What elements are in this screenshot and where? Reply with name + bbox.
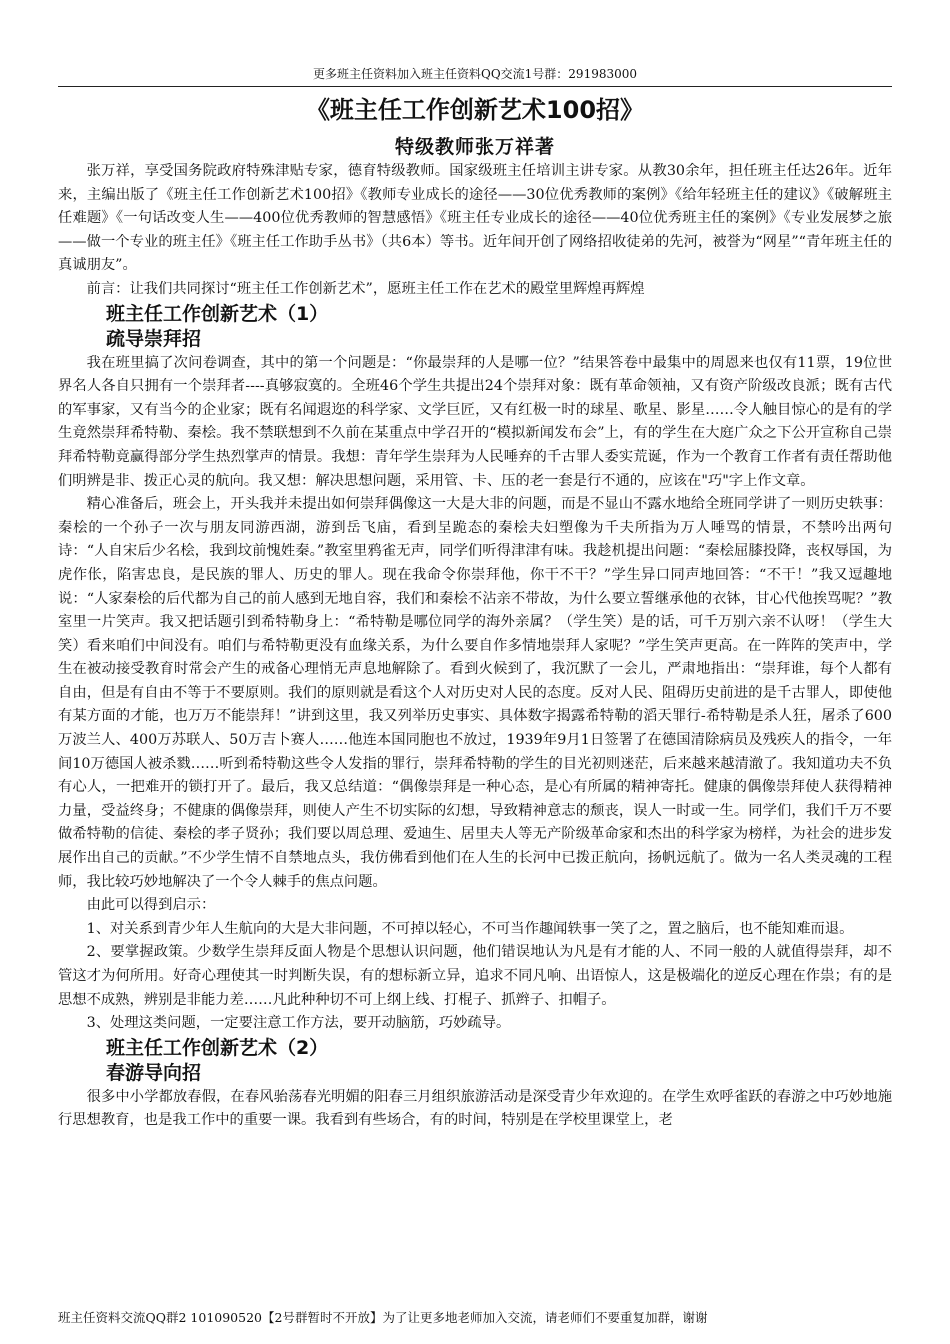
footer-note: 班主任资料交流QQ群2 101090520【2号群暂时不开放】为了让更多地老师加入交流，请老师们不要重复加群，谢谢 (58, 1310, 708, 1325)
section-1-subheading: 疏导崇拜招 (106, 327, 202, 350)
section-1-paragraph: 精心准备后，班会上，开头我并未提出如何崇拜偶像这一大是大非的问题，而是不显山不露水地给全班同学讲了一则历史轶事：秦桧的一个孙子一次与朋友同游西湖，游到岳飞庙，看到呈跪态的秦桧夫妇塑像为千夫所指为万人唾骂的情景，不禁吟出两句诗：“人自宋后少名桧，我到坟前愧姓秦。”教室里鸦雀无声，同学们听得津津有味。我趁机提出问题：“秦桧屈膝投降，丧权辱国，为虎作伥，陷害忠良，是民族的罪人、历史的罪人。现在我命令你崇拜他，你干不干？”学生异口同声地回答：“不干！”我又逗趣地说：“人家秦桧的后代都为自己的前人感到无地自容，我们和秦桧不沾亲不带故，为什么要立誓继承他的衣钵，甘心代他挨骂呢？”教室里一片笑声。我又把话题引到希特勒身上：“希特勒是哪位同学的海外亲属？（学生笑）是的话，可千万别六亲不认呀！（学生大笑）看来咱们中间没有。咱们与希特勒更没有血缘关系，为什么要自作多情地崇拜人家呢？”学生笑声更高。在一阵阵的笑声中，学生在被动接受教育时常会产生的戒备心理悄无声息地解除了。看到火候到了，我沉默了一会儿，严肃地指出：“崇拜谁，每个人都有自由，但是有自由不等于不要原则。我们的原则就是看这个人对历史对人民的态度。反对人民、阻碍历史前进的是千古罪人，即使他有某方面的才能，也万万不能崇拜！”讲到这里，我又列举历史事实、具体数字揭露希特勒的滔天罪行-希特勒是杀人狂，屠杀了600万波兰人、400万苏联人、50万吉卜赛人……他连本国同胞也不放过，1939年9月1日签署了在德国清除病员及残疾人的指令，一年间10万德国人被杀戮……听到希特勒这些令人发指的罪行，崇拜希特勒的学生的目光初则迷茫，后来越来越清澈了。我知道功夫不负有心人，一把难开的锁打开了。最后，我又总结道：“偶像崇拜是一种心态，是心有所属的精神寄托。健康的偶像崇拜使人获得精神力量，受益终身；不健康的偶像崇拜，则使人产生不切实际的幻想，导致精神意志的颓丧，误人一时或一生。同学们，我们千万不要做希特勒的信徒、秦桧的孝子贤孙；我们要以周总理、爱迪生、居里夫人等无产阶级革命家和杰出的科学家为榜样，为社会的进步发展作出自己的贡献。”不少学生情不自禁地点头，我仿佛看到他们在人生的长河中已拨正航向，扬帆远航了。做为一名人类灵魂的工程师，我比较巧妙地解决了一个令人棘手的焦点问题。 (58, 496, 892, 890)
section-1-paragraph: 2、要掌握政策。少数学生崇拜反面人物是个思想认识问题，他们错误地认为凡是有才能的人、不同一般的人就值得崇拜，却不管这才为何所用。好奇心理使其一时判断失误，有的想标新立异，追求不同凡响、出语惊人，这是极端化的逆反心理在作祟；有的是思想不成熟，辨别是非能力差……凡此种种切不可上纲上线、打棍子、抓辫子、扣帽子。 (58, 944, 892, 1008)
document-author: 特级教师张万祥著 (394, 136, 555, 158)
section-2-subheading: 春游导向招 (106, 1061, 202, 1084)
section-1-paragraph: 我在班里搞了次问卷调查，其中的第一个问题是：“你最崇拜的人是哪一位？”结果答卷中最集中的周恩来也仅有11票，19位世界名人各自只拥有一个崇拜者----真够寂寞的。全班46个学生共提出24个崇拜对象：既有革命领袖，又有资产阶级改良派；既有古代的军事家，又有当今的企业家；既有名闻遐迩的科学家、文学巨匠，又有红极一时的球星、歌星、影星……令人触目惊心的是有的学生竟然崇拜希特勒、秦桧。我不禁联想到不久前在某重点中学召开的“模拟新闻发布会”上，有的学生在大庭广众之下公开宣称自己崇拜希特勒竟赢得部分学生热烈掌声的情景。我想：青年学生崇拜为人民唾弃的千古罪人委实荒诞，作为一个教育工作者有责任帮助他们明辨是非、拨正心灵的航向。我又想：解决思想问题，采用管、卡、压的老一套是行不通的，应该在"巧"字上作文章。 (58, 354, 892, 489)
preface: 前言：让我们共同探讨“班主任工作创新艺术”，愿班主任工作在艺术的殿堂里辉煌再辉煌 (86, 280, 645, 297)
section-2-paragraph: 很多中小学都放春假，在春风骀荡春光明媚的阳春三月组织旅游活动是深受青少年欢迎的。在学生欢呼雀跃的春游之中巧妙地施行思想教育，也是我工作中的重要一课。我看到有些场合，有的时间，特别是在学校里课堂上，老 (58, 1088, 892, 1129)
author-bio: 张万祥，享受国务院政府特殊津贴专家，德育特级教师。国家级班主任培训主讲专家。从教30余年，担任班主任达26年。近年来，主编出版了《班主任工作创新艺术100招》《教师专业成长的途径——30位优秀教师的案例》《给年轻班主任的建议》《破解班主任难题》《一句话改变人生——400位优秀教师的智慧感悟》《班主任专业成长的途径——40位优秀班主任的案例》《专业发展梦之旅——做一个专业的班主任》《班主任工作助手丛书》（共6本）等书。近年间开创了网络招收徒弟的先河，被誉为“网星”“青年班主任的真诚朋友”。 (58, 163, 892, 274)
section-1-paragraph: 3、处理这类问题，一定要注意工作方法，要开动脑筋，巧妙疏导。 (86, 1015, 511, 1032)
section-1-paragraph: 1、对关系到青少年人生航向的大是大非问题，不可掉以轻心，不可当作趣闻轶事一笑了之，置之脑后，也不能知难而退。 (86, 920, 854, 937)
header-divider (58, 86, 892, 87)
section-2-heading: 班主任工作创新艺术（2） (106, 1036, 329, 1059)
section-1-heading: 班主任工作创新艺术（1） (106, 302, 329, 325)
header-note: 更多班主任资料加入班主任资料QQ交流1号群：291983000 (312, 67, 638, 81)
section-1-paragraph: 由此可以得到启示： (86, 897, 216, 914)
document-body (58, 160, 892, 1133)
document-title: 《班主任工作创新艺术100招》 (305, 96, 645, 124)
